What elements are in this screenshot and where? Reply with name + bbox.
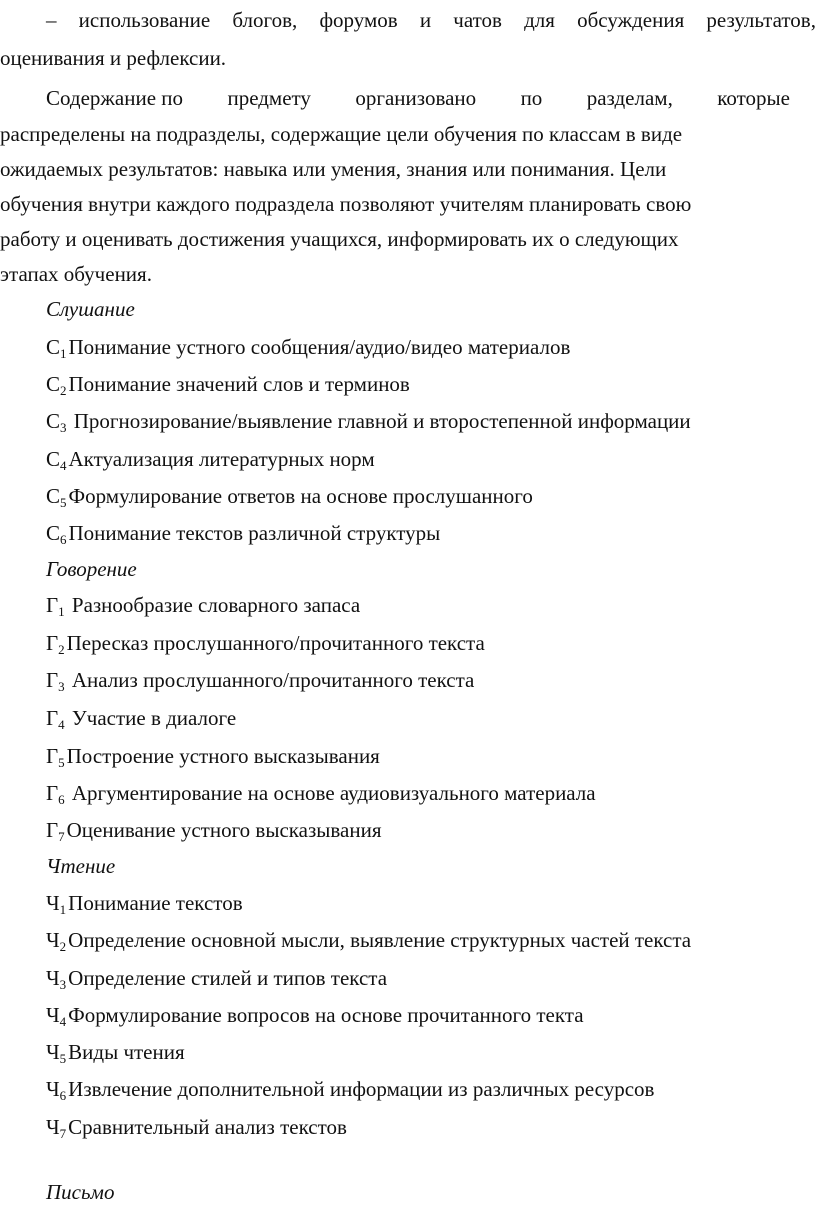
item-text: Прогнозирование/выявление главной и второстепенной информации bbox=[68, 409, 691, 433]
item-index: 3 bbox=[58, 679, 65, 694]
item-code: Г bbox=[46, 781, 59, 805]
list-item bbox=[46, 1115, 347, 1142]
section-heading-speaking: Говорение bbox=[46, 557, 137, 581]
word: форумов bbox=[319, 8, 398, 32]
item-code: Г bbox=[46, 668, 59, 692]
item-code: Г bbox=[46, 818, 59, 842]
word: Содержание по bbox=[46, 86, 184, 110]
word: для bbox=[524, 8, 555, 32]
section-heading-listening: Слушание bbox=[46, 297, 135, 321]
item-index: 7 bbox=[59, 1126, 67, 1141]
item-index: 1 bbox=[60, 346, 67, 361]
word: использование bbox=[78, 8, 211, 32]
item-code: С bbox=[46, 521, 61, 545]
list-item bbox=[46, 706, 236, 733]
item-index: 6 bbox=[59, 1088, 67, 1103]
item-index: 2 bbox=[58, 642, 65, 657]
word: результатов, bbox=[706, 8, 816, 32]
item-text: Формулирование ответов на основе прослушанного bbox=[68, 484, 533, 508]
item-index: 3 bbox=[59, 977, 67, 992]
item-code: Ч bbox=[46, 928, 60, 952]
item-index: 1 bbox=[58, 604, 65, 619]
item-text: Определение стилей и типов текста bbox=[68, 966, 388, 990]
list-item bbox=[46, 1077, 654, 1104]
item-index: 7 bbox=[58, 829, 65, 844]
item-index: 6 bbox=[60, 532, 67, 547]
item-text: Построение устного высказывания bbox=[66, 744, 380, 768]
intro-bullet-continuation: оценивания и рефлексии. bbox=[0, 46, 227, 70]
word: которые bbox=[717, 86, 790, 110]
word: и bbox=[419, 8, 432, 32]
list-item bbox=[46, 593, 360, 620]
item-text: Оценивание устного высказывания bbox=[66, 818, 382, 842]
list-item bbox=[46, 631, 485, 658]
list-item bbox=[46, 781, 596, 808]
word: блогов, bbox=[232, 8, 298, 32]
item-index: 5 bbox=[59, 1051, 67, 1066]
item-code: Ч bbox=[46, 1040, 60, 1064]
item-code: С bbox=[46, 484, 61, 508]
list-item bbox=[46, 372, 410, 399]
item-index: 3 bbox=[60, 420, 67, 435]
dash: – bbox=[46, 8, 57, 32]
list-item bbox=[46, 891, 243, 918]
item-code: Ч bbox=[46, 1003, 60, 1027]
paragraph-line: обучения внутри каждого подраздела позволяют учителям планировать свою bbox=[0, 192, 692, 216]
item-code: Г bbox=[46, 744, 59, 768]
item-index: 4 bbox=[60, 458, 67, 473]
list-item bbox=[46, 1003, 584, 1030]
list-item bbox=[46, 668, 474, 695]
list-item bbox=[46, 521, 440, 548]
item-code: Г bbox=[46, 631, 59, 655]
item-text: Разнообразие словарного запаса bbox=[66, 593, 361, 617]
item-code: Ч bbox=[46, 1077, 60, 1101]
paragraph-line: ожидаемых результатов: навыка или умения, знания или понимания. Цели bbox=[0, 157, 667, 181]
item-text: Пересказ прослушанного/прочитанного текста bbox=[66, 631, 485, 655]
item-text: Формулирование вопросов на основе прочитанного текта bbox=[68, 1003, 584, 1027]
item-text: Понимание значений слов и терминов bbox=[68, 372, 410, 396]
list-item bbox=[46, 1040, 185, 1067]
item-code: Ч bbox=[46, 1115, 60, 1139]
item-text: Участие в диалоге bbox=[66, 706, 237, 730]
item-code: Г bbox=[46, 593, 59, 617]
item-text: Извлечение дополнительной информации из различных ресурсов bbox=[68, 1077, 655, 1101]
item-index: 5 bbox=[60, 495, 67, 510]
item-text: Понимание текстов bbox=[68, 891, 243, 915]
paragraph-line: распределены на подразделы, содержащие цели обучения по классам в виде bbox=[0, 122, 683, 146]
item-index: 2 bbox=[59, 939, 67, 954]
list-item bbox=[46, 484, 533, 511]
item-code: С bbox=[46, 372, 61, 396]
item-code: С bbox=[46, 447, 61, 471]
paragraph-first-line bbox=[46, 86, 790, 110]
word: организовано bbox=[355, 86, 477, 110]
paragraph-line: этапах обучения. bbox=[0, 262, 152, 286]
item-text: Понимание устного сообщения/аудио/видео материалов bbox=[68, 335, 571, 359]
list-item bbox=[46, 335, 570, 362]
item-text: Актуализация литературных норм bbox=[68, 447, 375, 471]
word: разделам, bbox=[586, 86, 673, 110]
item-index: 6 bbox=[58, 792, 65, 807]
item-code: Ч bbox=[46, 966, 60, 990]
list-item bbox=[46, 447, 375, 474]
section-heading-writing: Письмо bbox=[46, 1180, 115, 1204]
item-index: 2 bbox=[60, 383, 67, 398]
item-code: Ч bbox=[46, 891, 60, 915]
paragraph-line: работу и оценивать достижения учащихся, информировать их о следующих bbox=[0, 227, 679, 251]
item-text: Анализ прослушанного/прочитанного текста bbox=[66, 668, 475, 692]
item-code: С bbox=[46, 335, 61, 359]
item-index: 4 bbox=[58, 717, 65, 732]
word: предмету bbox=[227, 86, 311, 110]
word: чатов bbox=[453, 8, 502, 32]
list-item bbox=[46, 928, 691, 955]
item-text: Виды чтения bbox=[68, 1040, 185, 1064]
intro-bullet-line bbox=[46, 8, 816, 32]
item-index: 1 bbox=[59, 902, 67, 917]
item-index: 5 bbox=[58, 755, 65, 770]
word: по bbox=[520, 86, 543, 110]
section-heading-reading: Чтение bbox=[46, 854, 116, 878]
item-code: Г bbox=[46, 706, 59, 730]
list-item bbox=[46, 818, 381, 845]
item-text: Аргументирование на основе аудиовизуального материала bbox=[66, 781, 596, 805]
item-index: 4 bbox=[59, 1014, 67, 1029]
word: обсуждения bbox=[577, 8, 685, 32]
list-item bbox=[46, 409, 691, 436]
item-text: Определение основной мысли, выявление структурных частей текста bbox=[68, 928, 692, 952]
item-text: Сравнительный анализ текстов bbox=[68, 1115, 347, 1139]
list-item bbox=[46, 744, 380, 771]
item-text: Понимание текстов различной структуры bbox=[68, 521, 441, 545]
list-item bbox=[46, 966, 387, 993]
item-code: С bbox=[46, 409, 61, 433]
